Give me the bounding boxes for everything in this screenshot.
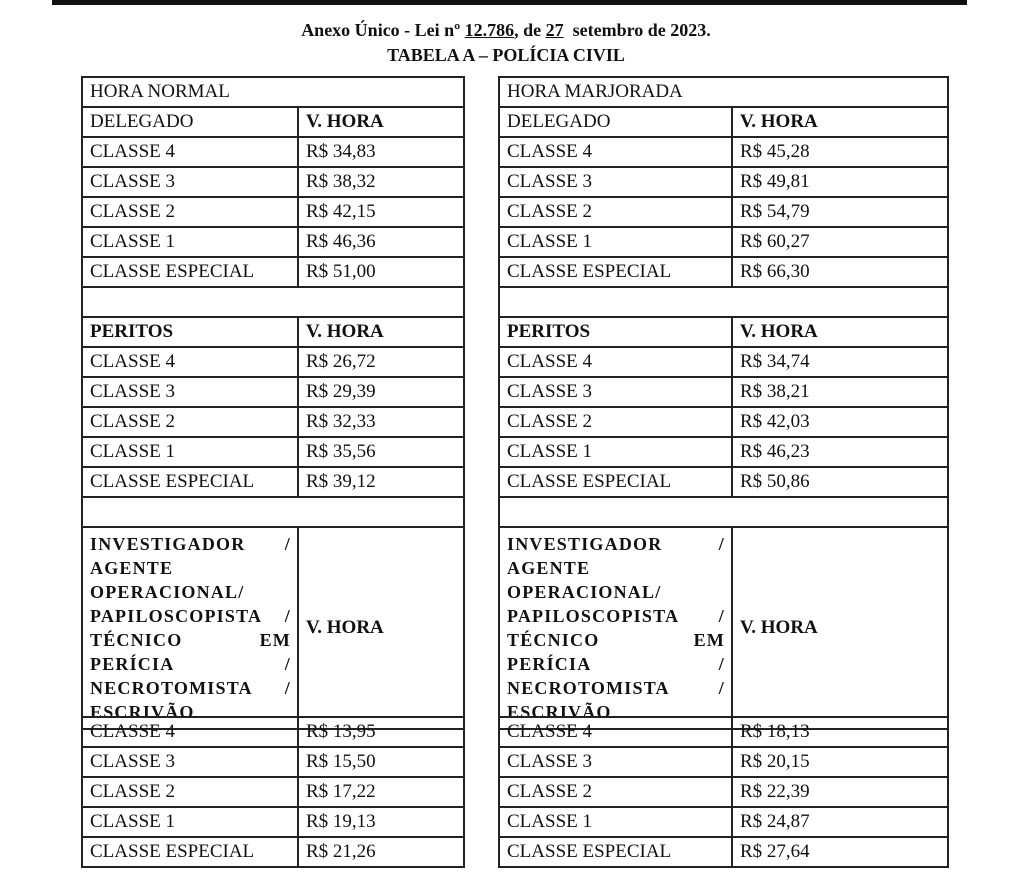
table-row: [499, 807, 948, 837]
table-row: [82, 317, 464, 347]
table-row: [82, 347, 464, 377]
class-cell: CLASSE ESPECIAL: [499, 837, 732, 867]
table-row: [82, 377, 464, 407]
class-cell: CLASSE 4: [82, 137, 298, 167]
class-cell: CLASSE 4: [82, 717, 298, 747]
class-cell: CLASSE 3: [82, 377, 298, 407]
table-row: [499, 837, 948, 867]
class-cell: CLASSE 4: [82, 347, 298, 377]
class-cell: CLASSE 1: [499, 437, 732, 467]
table-normal-investigador: [81, 716, 465, 868]
class-cell: CLASSE 3: [499, 377, 732, 407]
table-row: [499, 227, 948, 257]
table-normal-upper: [81, 76, 465, 730]
vhora-header: V. HORA: [732, 107, 948, 137]
table-row: [82, 777, 464, 807]
value-cell: R$ 13,95: [298, 717, 464, 747]
value-cell: R$ 66,30: [732, 257, 948, 287]
table-row: [82, 407, 464, 437]
class-cell: CLASSE 2: [499, 197, 732, 227]
value-cell: R$ 21,26: [298, 837, 464, 867]
class-cell: CLASSE 1: [82, 227, 298, 257]
investigador-header: INVESTIGADOR / AGENTE OPERACIONAL/ PAPILOSCOPISTA / TÉCNICO EM PERÍCIA / NECROTOMISTA / ESCRIVÃO: [499, 527, 732, 729]
spacer-row: [82, 497, 464, 527]
value-cell: R$ 46,36: [298, 227, 464, 257]
table-row: [499, 777, 948, 807]
value-cell: R$ 50,86: [732, 467, 948, 497]
value-cell: R$ 51,00: [298, 257, 464, 287]
table-row: [499, 257, 948, 287]
class-cell: CLASSE 4: [499, 347, 732, 377]
class-cell: CLASSE 2: [82, 777, 298, 807]
value-cell: R$ 38,32: [298, 167, 464, 197]
class-cell: CLASSE ESPECIAL: [499, 467, 732, 497]
class-cell: CLASSE ESPECIAL: [82, 837, 298, 867]
table-row: [82, 137, 464, 167]
vhora-header: V. HORA: [298, 527, 464, 729]
class-cell: CLASSE 2: [499, 777, 732, 807]
value-cell: R$ 42,03: [732, 407, 948, 437]
table-row: [499, 137, 948, 167]
table-row: [82, 227, 464, 257]
value-cell: R$ 45,28: [732, 137, 948, 167]
value-cell: R$ 32,33: [298, 407, 464, 437]
peritos-header: PERITOS: [82, 317, 298, 347]
delegado-header: DELEGADO: [499, 107, 732, 137]
spacer-row: [499, 287, 948, 317]
heading-mid: , de: [514, 20, 546, 40]
class-cell: CLASSE 3: [499, 747, 732, 777]
class-cell: CLASSE 4: [499, 137, 732, 167]
table-row: [82, 837, 464, 867]
table-row: [82, 437, 464, 467]
class-cell: CLASSE 2: [82, 197, 298, 227]
class-cell: CLASSE 1: [499, 227, 732, 257]
class-cell: CLASSE 1: [499, 807, 732, 837]
class-cell: CLASSE ESPECIAL: [82, 467, 298, 497]
table-title: TABELA A – POLÍCIA CIVIL: [387, 45, 625, 65]
table-majorada-upper: [498, 76, 949, 730]
table-row: [499, 197, 948, 227]
table-row: [499, 347, 948, 377]
value-cell: R$ 34,83: [298, 137, 464, 167]
value-cell: R$ 18,13: [732, 717, 948, 747]
class-cell: CLASSE 2: [499, 407, 732, 437]
value-cell: R$ 42,15: [298, 197, 464, 227]
table-row: [82, 107, 464, 137]
table-majorada-investigador: [498, 716, 949, 868]
class-cell: CLASSE 3: [499, 167, 732, 197]
value-cell: R$ 39,12: [298, 467, 464, 497]
spacer-row: [499, 497, 948, 527]
value-cell: R$ 24,87: [732, 807, 948, 837]
class-cell: CLASSE 3: [82, 747, 298, 777]
table-row: [82, 747, 464, 777]
table-row: [82, 527, 464, 729]
majorada-title: HORA MARJORADA: [499, 77, 948, 107]
investigador-header: INVESTIGADOR / AGENTE OPERACIONAL/ PAPILOSCOPISTA / TÉCNICO EM PERÍCIA / NECROTOMISTA / ESCRIVÃO: [82, 527, 298, 729]
lei-day: 27: [545, 20, 564, 40]
table-row: [82, 197, 464, 227]
document-heading: [0, 20, 1012, 41]
value-cell: R$ 20,15: [732, 747, 948, 777]
table-row: [499, 167, 948, 197]
value-cell: R$ 26,72: [298, 347, 464, 377]
class-cell: CLASSE 4: [499, 717, 732, 747]
class-cell: CLASSE 1: [82, 807, 298, 837]
value-cell: R$ 38,21: [732, 377, 948, 407]
delegado-header: DELEGADO: [82, 107, 298, 137]
table-row: [499, 407, 948, 437]
vhora-header: V. HORA: [732, 527, 948, 729]
heading-prefix: Anexo Único - Lei nº: [301, 20, 465, 40]
table-row: [82, 467, 464, 497]
vhora-header: V. HORA: [298, 317, 464, 347]
value-cell: R$ 27,64: [732, 837, 948, 867]
table-row: [82, 167, 464, 197]
value-cell: R$ 46,23: [732, 437, 948, 467]
vhora-header: V. HORA: [732, 317, 948, 347]
value-cell: R$ 15,50: [298, 747, 464, 777]
table-row: [499, 107, 948, 137]
table-row: [82, 807, 464, 837]
class-cell: CLASSE 3: [82, 167, 298, 197]
peritos-header: PERITOS: [499, 317, 732, 347]
table-row: [82, 717, 464, 747]
value-cell: R$ 54,79: [732, 197, 948, 227]
value-cell: R$ 29,39: [298, 377, 464, 407]
normal-title: HORA NORMAL: [82, 77, 464, 107]
vhora-header: V. HORA: [298, 107, 464, 137]
class-cell: CLASSE ESPECIAL: [82, 257, 298, 287]
value-cell: R$ 17,22: [298, 777, 464, 807]
spacer-row: [82, 287, 464, 317]
table-row: [499, 317, 948, 347]
table-row: [499, 747, 948, 777]
class-cell: CLASSE 2: [82, 407, 298, 437]
value-cell: R$ 60,27: [732, 227, 948, 257]
lei-number: 12.786: [464, 20, 515, 40]
table-row: [499, 717, 948, 747]
table-row: [499, 377, 948, 407]
heading-suffix: setembro de 2023.: [563, 20, 711, 40]
table-row: [82, 257, 464, 287]
table-row: [499, 527, 948, 729]
class-cell: CLASSE ESPECIAL: [499, 257, 732, 287]
table-row: [499, 467, 948, 497]
value-cell: R$ 49,81: [732, 167, 948, 197]
value-cell: R$ 35,56: [298, 437, 464, 467]
top-rule: [52, 0, 967, 5]
table-row: [499, 437, 948, 467]
value-cell: R$ 22,39: [732, 777, 948, 807]
class-cell: CLASSE 1: [82, 437, 298, 467]
value-cell: R$ 19,13: [298, 807, 464, 837]
value-cell: R$ 34,74: [732, 347, 948, 377]
